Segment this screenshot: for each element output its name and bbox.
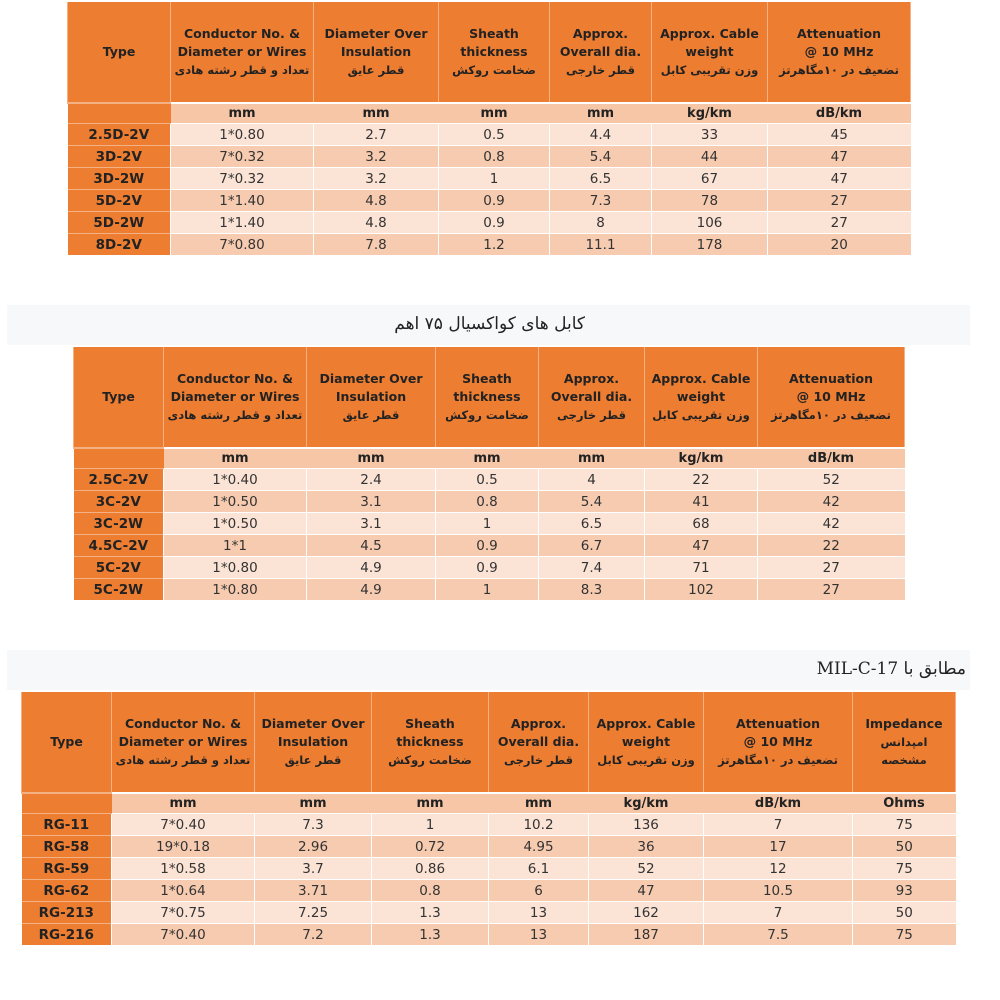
table-row bbox=[74, 491, 905, 513]
cell-conductor: 1*1.40 bbox=[171, 212, 314, 234]
unit-conductor: mm bbox=[112, 793, 255, 814]
cell-type: 5D-2W bbox=[68, 212, 171, 234]
cell-sheath: 0.9 bbox=[439, 190, 550, 212]
col-header-conductor: Conductor No. & Diameter or Wires تعداد و قطر رشته هادی bbox=[171, 2, 314, 103]
col-header-impedance: Impedance امپدانس مشخصه bbox=[853, 692, 956, 793]
table-row bbox=[74, 513, 905, 535]
cell-insulation: 2.4 bbox=[307, 469, 436, 491]
unit-weight: kg/km bbox=[652, 103, 768, 124]
header-row bbox=[22, 692, 956, 793]
col-header-type: Type bbox=[68, 2, 171, 103]
cell-type: RG-59 bbox=[22, 858, 112, 880]
col-header-insulation: Diameter Over Insulation قطر عایق bbox=[255, 692, 372, 793]
cell-type: 5C-2V bbox=[74, 557, 164, 579]
cell-overall: 7.4 bbox=[539, 557, 645, 579]
cell-attenuation: 10.5 bbox=[704, 880, 853, 902]
cell-sheath: 0.9 bbox=[436, 535, 539, 557]
table-row bbox=[74, 535, 905, 557]
cell-weight: 36 bbox=[589, 836, 704, 858]
cell-weight: 78 bbox=[652, 190, 768, 212]
cell-conductor: 1*0.50 bbox=[164, 491, 307, 513]
cell-weight: 178 bbox=[652, 234, 768, 256]
col-header-overall: Approx. Overall dia. قطر خارجی bbox=[539, 347, 645, 448]
cell-conductor: 1*0.40 bbox=[164, 469, 307, 491]
cell-attenuation: 27 bbox=[758, 579, 905, 601]
unit-row bbox=[22, 793, 956, 814]
unit-insulation: mm bbox=[314, 103, 439, 124]
cable-table-3 bbox=[21, 692, 956, 945]
cell-attenuation: 27 bbox=[758, 557, 905, 579]
cell-type: RG-11 bbox=[22, 814, 112, 836]
cell-impedance: 75 bbox=[853, 858, 956, 880]
unit-sheath: mm bbox=[372, 793, 489, 814]
cell-weight: 187 bbox=[589, 924, 704, 946]
unit-type bbox=[74, 448, 164, 469]
table-row bbox=[22, 858, 956, 880]
table-row bbox=[68, 234, 911, 256]
col-header-insulation: Diameter Over Insulation قطر عایق bbox=[307, 347, 436, 448]
unit-attenuation: dB/km bbox=[758, 448, 905, 469]
unit-insulation: mm bbox=[255, 793, 372, 814]
cell-type: RG-216 bbox=[22, 924, 112, 946]
cell-type: 2.5D-2V bbox=[68, 124, 171, 146]
cell-conductor: 7*0.80 bbox=[171, 234, 314, 256]
unit-attenuation: dB/km bbox=[768, 103, 911, 124]
cell-attenuation: 42 bbox=[758, 513, 905, 535]
cell-conductor: 1*0.80 bbox=[164, 579, 307, 601]
table-row bbox=[74, 469, 905, 491]
cell-type: 3D-2V bbox=[68, 146, 171, 168]
col-header-sheath: Sheath thickness ضخامت روکش bbox=[436, 347, 539, 448]
section-heading-75-ohm bbox=[7, 305, 970, 345]
unit-impedance: Ohms bbox=[853, 793, 956, 814]
cell-weight: 33 bbox=[652, 124, 768, 146]
cell-insulation: 7.3 bbox=[255, 814, 372, 836]
table-row bbox=[68, 168, 911, 190]
cell-insulation: 3.2 bbox=[314, 168, 439, 190]
cell-weight: 22 bbox=[645, 469, 758, 491]
cell-conductor: 7*0.32 bbox=[171, 146, 314, 168]
cell-overall: 6.5 bbox=[550, 168, 652, 190]
cell-weight: 44 bbox=[652, 146, 768, 168]
cell-attenuation: 47 bbox=[768, 168, 911, 190]
header-row bbox=[68, 2, 911, 103]
col-header-conductor: Conductor No. & Diameter or Wires تعداد و قطر رشته هادی bbox=[112, 692, 255, 793]
cell-conductor: 7*0.40 bbox=[112, 814, 255, 836]
cell-weight: 68 bbox=[645, 513, 758, 535]
col-header-weight: Approx. Cable weight وزن تقریبی کابل bbox=[652, 2, 768, 103]
cell-weight: 162 bbox=[589, 902, 704, 924]
cell-overall: 4.4 bbox=[550, 124, 652, 146]
unit-row bbox=[68, 103, 911, 124]
cell-insulation: 4.9 bbox=[307, 579, 436, 601]
cell-sheath: 1.3 bbox=[372, 924, 489, 946]
section-heading-mil-c-17 bbox=[7, 650, 970, 690]
unit-sheath: mm bbox=[436, 448, 539, 469]
header-row bbox=[74, 347, 905, 448]
cell-overall: 4.95 bbox=[489, 836, 589, 858]
cell-type: 3C-2V bbox=[74, 491, 164, 513]
cell-conductor: 1*0.58 bbox=[112, 858, 255, 880]
col-header-type: Type bbox=[74, 347, 164, 448]
cell-sheath: 1 bbox=[436, 513, 539, 535]
cell-overall: 10.2 bbox=[489, 814, 589, 836]
cell-type: RG-213 bbox=[22, 902, 112, 924]
col-header-overall: Approx. Overall dia. قطر خارجی bbox=[550, 2, 652, 103]
cell-sheath: 0.5 bbox=[436, 469, 539, 491]
cell-weight: 71 bbox=[645, 557, 758, 579]
cell-insulation: 3.1 bbox=[307, 513, 436, 535]
unit-conductor: mm bbox=[164, 448, 307, 469]
col-header-type: Type bbox=[22, 692, 112, 793]
cell-sheath: 0.9 bbox=[439, 212, 550, 234]
cable-table-2 bbox=[73, 347, 905, 600]
cell-conductor: 1*1 bbox=[164, 535, 307, 557]
table-row bbox=[22, 924, 956, 946]
table-row bbox=[22, 880, 956, 902]
cell-attenuation: 27 bbox=[768, 190, 911, 212]
cell-type: RG-62 bbox=[22, 880, 112, 902]
cell-overall: 13 bbox=[489, 924, 589, 946]
cell-sheath: 0.9 bbox=[436, 557, 539, 579]
cell-attenuation: 7.5 bbox=[704, 924, 853, 946]
cell-conductor: 1*0.50 bbox=[164, 513, 307, 535]
cell-sheath: 1 bbox=[436, 579, 539, 601]
cell-impedance: 75 bbox=[853, 814, 956, 836]
col-header-attenuation: Attenuation @ 10 MHz تضعیف در ۱۰مگاهرتز bbox=[758, 347, 905, 448]
cell-overall: 8.3 bbox=[539, 579, 645, 601]
cell-insulation: 4.9 bbox=[307, 557, 436, 579]
table-row bbox=[74, 579, 905, 601]
cell-insulation: 2.96 bbox=[255, 836, 372, 858]
cell-sheath: 1.2 bbox=[439, 234, 550, 256]
cell-attenuation: 20 bbox=[768, 234, 911, 256]
cell-sheath: 1.3 bbox=[372, 902, 489, 924]
table-row bbox=[68, 146, 911, 168]
cell-overall: 6.5 bbox=[539, 513, 645, 535]
cell-insulation: 7.8 bbox=[314, 234, 439, 256]
cell-type: 5C-2W bbox=[74, 579, 164, 601]
section-title: کابل های کواکسیال ۷۵ اهم bbox=[394, 314, 585, 334]
col-header-attenuation: Attenuation @ 10 MHz تضعیف در ۱۰مگاهرتز bbox=[768, 2, 911, 103]
table-row bbox=[68, 190, 911, 212]
cell-insulation: 3.71 bbox=[255, 880, 372, 902]
cell-type: 3D-2W bbox=[68, 168, 171, 190]
table-row bbox=[68, 212, 911, 234]
cell-weight: 52 bbox=[589, 858, 704, 880]
cell-sheath: 0.8 bbox=[372, 880, 489, 902]
unit-overall: mm bbox=[550, 103, 652, 124]
cell-insulation: 4.5 bbox=[307, 535, 436, 557]
cable-table-1 bbox=[67, 2, 911, 255]
unit-row bbox=[74, 448, 905, 469]
cell-type: 4.5C-2V bbox=[74, 535, 164, 557]
cell-insulation: 7.25 bbox=[255, 902, 372, 924]
cell-type: 8D-2V bbox=[68, 234, 171, 256]
unit-type bbox=[22, 793, 112, 814]
cell-sheath: 1 bbox=[372, 814, 489, 836]
col-header-overall: Approx. Overall dia. قطر خارجی bbox=[489, 692, 589, 793]
cell-attenuation: 22 bbox=[758, 535, 905, 557]
cell-overall: 11.1 bbox=[550, 234, 652, 256]
unit-conductor: mm bbox=[171, 103, 314, 124]
cell-conductor: 7*0.32 bbox=[171, 168, 314, 190]
cell-insulation: 3.7 bbox=[255, 858, 372, 880]
unit-insulation: mm bbox=[307, 448, 436, 469]
cell-overall: 6.7 bbox=[539, 535, 645, 557]
cell-impedance: 93 bbox=[853, 880, 956, 902]
col-header-sheath: Sheath thickness ضخامت روکش bbox=[439, 2, 550, 103]
cell-sheath: 0.72 bbox=[372, 836, 489, 858]
col-header-sheath: Sheath thickness ضخامت روکش bbox=[372, 692, 489, 793]
cell-attenuation: 27 bbox=[768, 212, 911, 234]
col-header-weight: Approx. Cable weight وزن تقریبی کابل bbox=[589, 692, 704, 793]
cell-weight: 136 bbox=[589, 814, 704, 836]
table-row bbox=[22, 902, 956, 924]
cell-conductor: 1*0.80 bbox=[171, 124, 314, 146]
cell-insulation: 3.2 bbox=[314, 146, 439, 168]
cell-conductor: 7*0.40 bbox=[112, 924, 255, 946]
cell-sheath: 0.5 bbox=[439, 124, 550, 146]
table-row bbox=[68, 124, 911, 146]
cell-insulation: 4.8 bbox=[314, 212, 439, 234]
cell-type: 5D-2V bbox=[68, 190, 171, 212]
cell-type: RG-58 bbox=[22, 836, 112, 858]
table-row bbox=[74, 557, 905, 579]
cell-weight: 67 bbox=[652, 168, 768, 190]
col-header-conductor: Conductor No. & Diameter or Wires تعداد و قطر رشته هادی bbox=[164, 347, 307, 448]
cell-impedance: 75 bbox=[853, 924, 956, 946]
cell-weight: 47 bbox=[645, 535, 758, 557]
cell-sheath: 0.8 bbox=[439, 146, 550, 168]
cell-conductor: 1*0.80 bbox=[164, 557, 307, 579]
cell-overall: 8 bbox=[550, 212, 652, 234]
unit-weight: kg/km bbox=[589, 793, 704, 814]
cell-weight: 41 bbox=[645, 491, 758, 513]
col-header-weight: Approx. Cable weight وزن تقریبی کابل bbox=[645, 347, 758, 448]
cell-sheath: 1 bbox=[439, 168, 550, 190]
cell-sheath: 0.86 bbox=[372, 858, 489, 880]
cell-insulation: 2.7 bbox=[314, 124, 439, 146]
cell-overall: 4 bbox=[539, 469, 645, 491]
cell-overall: 7.3 bbox=[550, 190, 652, 212]
cell-conductor: 1*0.64 bbox=[112, 880, 255, 902]
unit-overall: mm bbox=[489, 793, 589, 814]
cell-overall: 6.1 bbox=[489, 858, 589, 880]
cell-attenuation: 17 bbox=[704, 836, 853, 858]
unit-weight: kg/km bbox=[645, 448, 758, 469]
col-header-insulation: Diameter Over Insulation قطر عایق bbox=[314, 2, 439, 103]
unit-overall: mm bbox=[539, 448, 645, 469]
cell-type: 3C-2W bbox=[74, 513, 164, 535]
table-row bbox=[22, 814, 956, 836]
unit-type bbox=[68, 103, 171, 124]
cell-weight: 106 bbox=[652, 212, 768, 234]
cell-sheath: 0.8 bbox=[436, 491, 539, 513]
cell-attenuation: 12 bbox=[704, 858, 853, 880]
unit-sheath: mm bbox=[439, 103, 550, 124]
cell-insulation: 3.1 bbox=[307, 491, 436, 513]
cell-attenuation: 47 bbox=[768, 146, 911, 168]
cell-attenuation: 7 bbox=[704, 902, 853, 924]
cell-insulation: 4.8 bbox=[314, 190, 439, 212]
table-row bbox=[22, 836, 956, 858]
cell-type: 2.5C-2V bbox=[74, 469, 164, 491]
cell-conductor: 1*1.40 bbox=[171, 190, 314, 212]
cell-overall: 6 bbox=[489, 880, 589, 902]
cell-impedance: 50 bbox=[853, 902, 956, 924]
cell-weight: 47 bbox=[589, 880, 704, 902]
cell-overall: 5.4 bbox=[550, 146, 652, 168]
cell-overall: 13 bbox=[489, 902, 589, 924]
cell-insulation: 7.2 bbox=[255, 924, 372, 946]
cell-overall: 5.4 bbox=[539, 491, 645, 513]
cell-attenuation: 45 bbox=[768, 124, 911, 146]
cell-attenuation: 7 bbox=[704, 814, 853, 836]
section-title: مطابق با MIL-C-17 bbox=[816, 659, 966, 679]
cell-attenuation: 42 bbox=[758, 491, 905, 513]
cell-attenuation: 52 bbox=[758, 469, 905, 491]
unit-attenuation: dB/km bbox=[704, 793, 853, 814]
cell-weight: 102 bbox=[645, 579, 758, 601]
cell-conductor: 19*0.18 bbox=[112, 836, 255, 858]
col-header-attenuation: Attenuation @ 10 MHz تضعیف در ۱۰مگاهرتز bbox=[704, 692, 853, 793]
cell-conductor: 7*0.75 bbox=[112, 902, 255, 924]
cell-impedance: 50 bbox=[853, 836, 956, 858]
